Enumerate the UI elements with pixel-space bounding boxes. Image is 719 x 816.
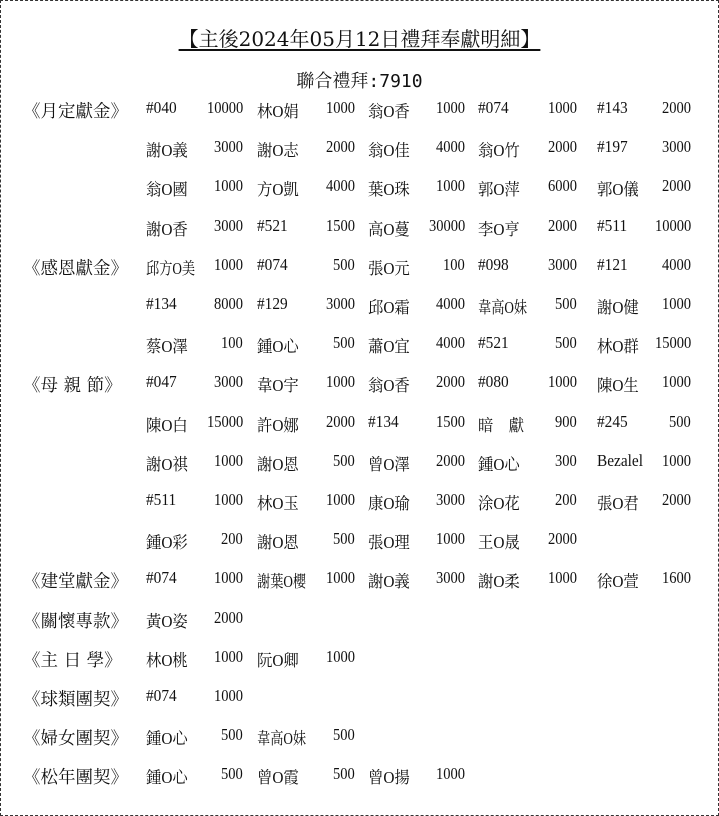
donation-amount: 1000 [547, 98, 577, 117]
donor-name: #197 [597, 137, 628, 157]
worship-attendance: 聯合禮拜:7910 [296, 71, 423, 92]
donor-name: Bezalel [597, 450, 644, 470]
donor-name: 翁O香 [368, 376, 410, 396]
donation-row [1, 608, 718, 636]
donation-row [1, 490, 718, 518]
donation-row [1, 216, 718, 244]
donation-amount: 2000 [547, 215, 577, 235]
donor-name: #511 [146, 490, 177, 509]
donation-amount: 1000 [325, 98, 355, 117]
donor-name: 王O晟 [478, 533, 520, 553]
donor-name: 阮O卿 [257, 650, 299, 670]
donation-amount: 900 [555, 411, 577, 431]
donation-row [1, 137, 718, 165]
donation-amount: 3000 [661, 137, 691, 157]
donation-amount: 1000 [325, 372, 355, 392]
donation-amount: 200 [555, 490, 577, 509]
donation-amount: 500 [333, 764, 355, 784]
donor-name: #129 [257, 294, 288, 313]
donation-amount: 1000 [547, 372, 577, 392]
donation-amount: 2000 [325, 411, 355, 431]
donation-amount: 3000 [547, 254, 577, 274]
donation-amount: 15000 [206, 411, 243, 431]
donor-name: #074 [257, 254, 288, 274]
page-title: 【主後2024年05月12日禮拜奉獻明細】 [178, 27, 541, 51]
donation-amount: 1000 [661, 450, 691, 470]
donation-row [1, 647, 718, 675]
donor-name: 曾O澤 [368, 454, 410, 474]
donation-amount: 500 [333, 529, 355, 549]
donation-amount: 500 [221, 764, 243, 784]
donation-amount: 3000 [213, 372, 243, 392]
donation-row [1, 529, 718, 557]
donation-amount: 3000 [435, 490, 465, 509]
section-label: 《關懷專款》 [23, 611, 128, 632]
donation-amount: 1000 [213, 176, 243, 196]
donation-amount: 4000 [661, 254, 691, 274]
section-label: 《月定獻金》 [23, 102, 128, 122]
donation-amount: 2000 [435, 450, 465, 470]
donation-amount: 1000 [213, 490, 243, 509]
donor-name: 涂O花 [478, 494, 520, 513]
donor-name: 蔡O澤 [146, 337, 188, 357]
donor-name: 徐O萱 [597, 572, 639, 592]
donor-name: 鍾O心 [478, 454, 520, 474]
donation-amount: 100 [443, 254, 465, 274]
donation-amount: 1600 [661, 568, 691, 588]
donor-name: #134 [368, 411, 399, 431]
donor-name: 謝O志 [257, 141, 299, 161]
donation-amount: 2000 [547, 137, 577, 157]
donor-name: 謝O柔 [478, 572, 520, 592]
donation-amount: 1000 [661, 372, 691, 392]
donation-amount: 6000 [547, 176, 577, 196]
donor-name: #074 [146, 568, 177, 588]
donor-name: 林O娟 [257, 102, 299, 121]
donor-name: 林O桃 [146, 650, 188, 670]
donor-name: 方O凱 [257, 180, 299, 200]
donation-amount: 2000 [435, 372, 465, 392]
donor-name: #074 [478, 98, 509, 117]
donor-name: 陳O白 [146, 415, 188, 435]
donation-amount: 1000 [213, 450, 243, 470]
section-label: 《母 親 節》 [23, 376, 122, 397]
donor-name: #521 [257, 215, 288, 235]
donation-amount: 500 [669, 411, 691, 431]
donation-row [1, 686, 718, 714]
donor-name: 邱方O美 [146, 258, 196, 278]
donation-amount: 1000 [661, 294, 691, 313]
donor-name: 許O娜 [257, 415, 299, 435]
donation-amount: 2000 [325, 137, 355, 157]
donor-name: 曾O揚 [368, 768, 410, 788]
donation-amount: 3000 [325, 294, 355, 313]
donor-name: #047 [146, 372, 177, 392]
donation-amount: 3000 [213, 215, 243, 235]
donor-name: 翁O竹 [478, 141, 520, 161]
donation-amount: 500 [333, 333, 355, 353]
donor-name: #121 [597, 254, 628, 274]
donor-name: 邱O霜 [368, 298, 410, 317]
donor-name: #143 [597, 98, 628, 117]
donation-amount: 1000 [213, 568, 243, 588]
donation-amount: 30000 [428, 215, 465, 235]
donation-amount: 2000 [213, 607, 243, 627]
donor-name: 李O亨 [478, 219, 520, 239]
donation-row [1, 333, 718, 361]
donation-amount: 500 [333, 450, 355, 470]
donation-amount: 1000 [213, 254, 243, 274]
donor-name: 蕭O宜 [368, 337, 410, 357]
donor-name: 謝O祺 [146, 454, 188, 474]
donation-amount: 200 [221, 529, 243, 549]
donor-name: 陳O生 [597, 376, 639, 396]
donor-name: 鍾O心 [146, 729, 188, 749]
donation-amount: 1000 [213, 686, 243, 705]
donor-name: 曾O霞 [257, 768, 299, 788]
donor-name: 韋O宇 [257, 376, 299, 396]
donor-name: 張O君 [597, 494, 639, 513]
donor-name: 翁O國 [146, 180, 188, 200]
donation-amount: 1000 [325, 490, 355, 509]
donor-name: #521 [478, 333, 509, 353]
donor-name: 鍾O彩 [146, 533, 188, 553]
donor-name: 郭O儀 [597, 180, 639, 200]
donation-row [1, 372, 718, 400]
donor-name: 林O群 [597, 337, 639, 357]
donor-name: 翁O佳 [368, 141, 410, 161]
donation-amount: 8000 [213, 294, 243, 313]
donation-amount: 3000 [435, 568, 465, 588]
donor-name: 林O玉 [257, 494, 299, 513]
donation-amount: 1000 [213, 646, 243, 666]
donor-name: 韋高O妹 [478, 298, 528, 317]
donor-name: 暗 獻 [478, 415, 525, 435]
donation-amount: 1000 [435, 529, 465, 549]
donor-name: #098 [478, 254, 509, 274]
donor-name: 鍾O心 [146, 768, 188, 788]
donation-amount: 2000 [661, 176, 691, 196]
donor-name: #134 [146, 294, 177, 313]
section-label: 《感恩獻金》 [23, 258, 128, 279]
donation-amount: 1000 [435, 176, 465, 196]
donor-name: #040 [146, 98, 177, 117]
donation-amount: 4000 [435, 137, 465, 157]
donation-row [1, 98, 718, 126]
donation-amount: 4000 [435, 294, 465, 313]
donor-name: 謝O義 [368, 572, 410, 592]
donation-row [1, 451, 718, 479]
donor-name: 翁O香 [368, 102, 410, 121]
donation-amount: 1000 [547, 568, 577, 588]
donation-amount: 500 [221, 725, 243, 745]
donor-name: 謝O恩 [257, 533, 299, 553]
section-label: 《主 日 學》 [23, 650, 122, 671]
donation-row [1, 568, 718, 596]
donation-amount: 1500 [435, 411, 465, 431]
donation-amount: 10000 [654, 215, 691, 235]
section-label: 《婦女團契》 [23, 729, 128, 750]
donor-name: 韋高O妹 [257, 729, 307, 749]
donation-amount: 1500 [325, 215, 355, 235]
donation-amount: 3000 [213, 137, 243, 157]
donation-row [1, 176, 718, 204]
donor-name: 謝葉O櫻 [257, 572, 307, 592]
donor-name: 高O蔓 [368, 219, 410, 239]
donation-amount: 500 [333, 725, 355, 745]
donor-name: 郭O萍 [478, 180, 520, 200]
donor-name: 謝O義 [146, 141, 188, 161]
donor-name: 葉O珠 [368, 180, 410, 200]
donation-row [1, 764, 718, 792]
donation-amount: 2000 [547, 529, 577, 549]
donation-row [1, 412, 718, 440]
donor-name: 張O元 [368, 258, 410, 278]
donation-amount: 1000 [325, 568, 355, 588]
donation-amount: 15000 [654, 333, 691, 353]
donation-amount: 500 [555, 294, 577, 313]
section-label: 《建堂獻金》 [23, 572, 128, 593]
donation-amount: 300 [555, 450, 577, 470]
donation-row [1, 255, 718, 283]
donation-amount: 10000 [206, 98, 243, 117]
donation-amount: 1000 [435, 764, 465, 784]
donor-name: 謝O健 [597, 298, 639, 317]
donation-amount: 1000 [325, 646, 355, 666]
donation-amount: 4000 [435, 333, 465, 353]
donor-name: #511 [597, 215, 628, 235]
donor-name: #080 [478, 372, 509, 392]
donation-amount: 2000 [661, 98, 691, 117]
donor-name: 黃O姿 [146, 611, 188, 631]
donation-amount: 100 [221, 333, 243, 353]
donation-amount: 500 [555, 333, 577, 353]
donation-row [1, 294, 718, 322]
section-label: 《松年團契》 [23, 768, 128, 789]
donation-amount: 1000 [435, 98, 465, 117]
donor-name: 張O理 [368, 533, 410, 553]
donor-name: #074 [146, 686, 177, 705]
donor-name: 謝O恩 [257, 454, 299, 474]
donor-name: 謝O香 [146, 219, 188, 239]
donation-amount: 500 [333, 254, 355, 274]
section-label: 《球類團契》 [23, 690, 128, 710]
donor-name: 鍾O心 [257, 337, 299, 357]
donor-name: #245 [597, 411, 628, 431]
donation-amount: 2000 [661, 490, 691, 509]
donor-name: 康O瑜 [368, 494, 410, 513]
donation-row [1, 725, 718, 753]
donation-amount: 4000 [325, 176, 355, 196]
